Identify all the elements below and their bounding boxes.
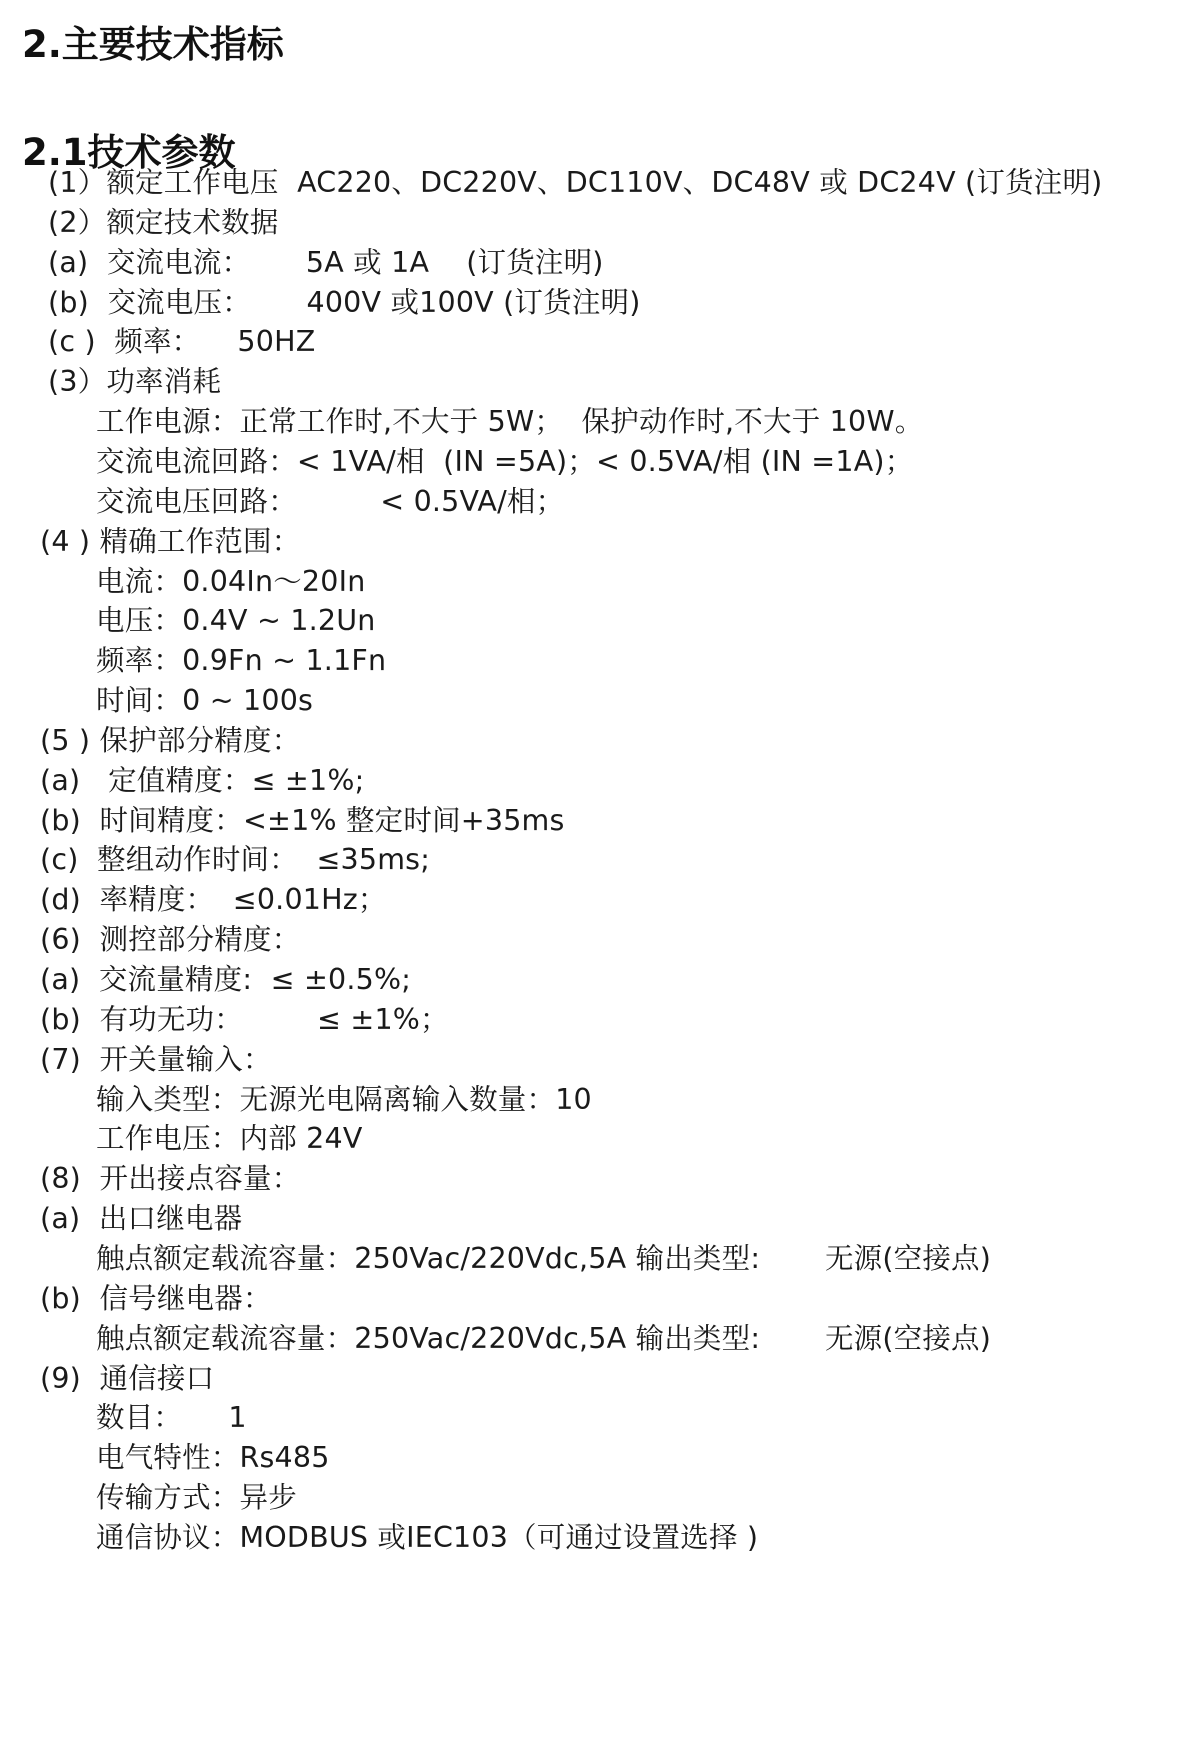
spec-line: 输入类型：无源光电隔离输入数量：10 xyxy=(96,1083,592,1116)
spec-line: 传输方式：异步 xyxy=(96,1481,297,1514)
spec-line: (9) 通信接口 xyxy=(40,1362,215,1395)
spec-line: (b) 交流电压： 400V 或100V (订货注明) xyxy=(48,286,641,319)
spec-line: 触点额定载流容量：250Vac/220Vdc,5A 输出类型: 无源(空接点) xyxy=(96,1322,992,1355)
spec-line: (1）额定工作电压 AC220、DC220V、DC110V、DC48V 或 DC24V (订货注明) xyxy=(48,166,1103,199)
spec-line: 交流电流回路：< 1VA/相 (IN =5A)；< 0.5VA/相 (IN =1A)； xyxy=(96,445,914,478)
spec-line: (c) 整组动作时间： ≤35ms; xyxy=(40,843,431,876)
spec-line: (a) 交流量精度: ≤ ±0.5%; xyxy=(40,963,412,996)
section-title: 2.主要技术指标 xyxy=(22,23,284,66)
spec-line: 电压：0.4V ~ 1.2Un xyxy=(96,604,376,637)
spec-line: 工作电压：内部 24V xyxy=(96,1122,363,1155)
spec-line: (a) 出口继电器 xyxy=(40,1202,243,1235)
spec-line: 电流：0.04In～20In xyxy=(96,565,366,598)
spec-line: 触点额定载流容量：250Vac/220Vdc,5A 输出类型: 无源(空接点) xyxy=(96,1242,992,1275)
spec-line: (b) 时间精度：<±1% 整定时间+35ms xyxy=(40,804,565,837)
spec-line: (a) 定值精度：≤ ±1%; xyxy=(40,764,365,797)
spec-line: (7) 开关量输入： xyxy=(40,1043,272,1076)
spec-line: 工作电源：正常工作时,不大于 5W； 保护动作时,不大于 10W。 xyxy=(96,405,924,438)
spec-line: (8) 开出接点容量： xyxy=(40,1162,301,1195)
spec-line: (d) 率精度： ≤0.01Hz； xyxy=(40,883,387,916)
subsection-title: 2.1技术参数 xyxy=(22,131,236,174)
spec-line: (6) 测控部分精度： xyxy=(40,923,301,956)
spec-line: (4 ) 精确工作范围： xyxy=(40,525,301,558)
spec-line: 电气特性：Rs485 xyxy=(96,1441,330,1474)
spec-line: (b) 有功无功： ≤ ±1%； xyxy=(40,1003,449,1036)
spec-line: 时间：0 ~ 100s xyxy=(96,684,314,717)
spec-line: 交流电压回路： < 0.5VA/相； xyxy=(96,485,565,518)
spec-line: (2）额定技术数据 xyxy=(48,206,279,239)
spec-line: (b) 信号继电器： xyxy=(40,1282,272,1315)
spec-line: (c ) 频率： 50HZ xyxy=(48,325,316,358)
spec-line: (3）功率消耗 xyxy=(48,365,222,398)
spec-line: (a) 交流电流： 5A 或 1A (订货注明) xyxy=(48,246,604,279)
spec-line: (5 ) 保护部分精度： xyxy=(40,724,301,757)
spec-line: 通信协议：MODBUS 或IEC103（可通过设置选择 ) xyxy=(96,1521,759,1554)
spec-line: 频率：0.9Fn ~ 1.1Fn xyxy=(96,644,387,677)
spec-line: 数目： 1 xyxy=(96,1401,247,1434)
